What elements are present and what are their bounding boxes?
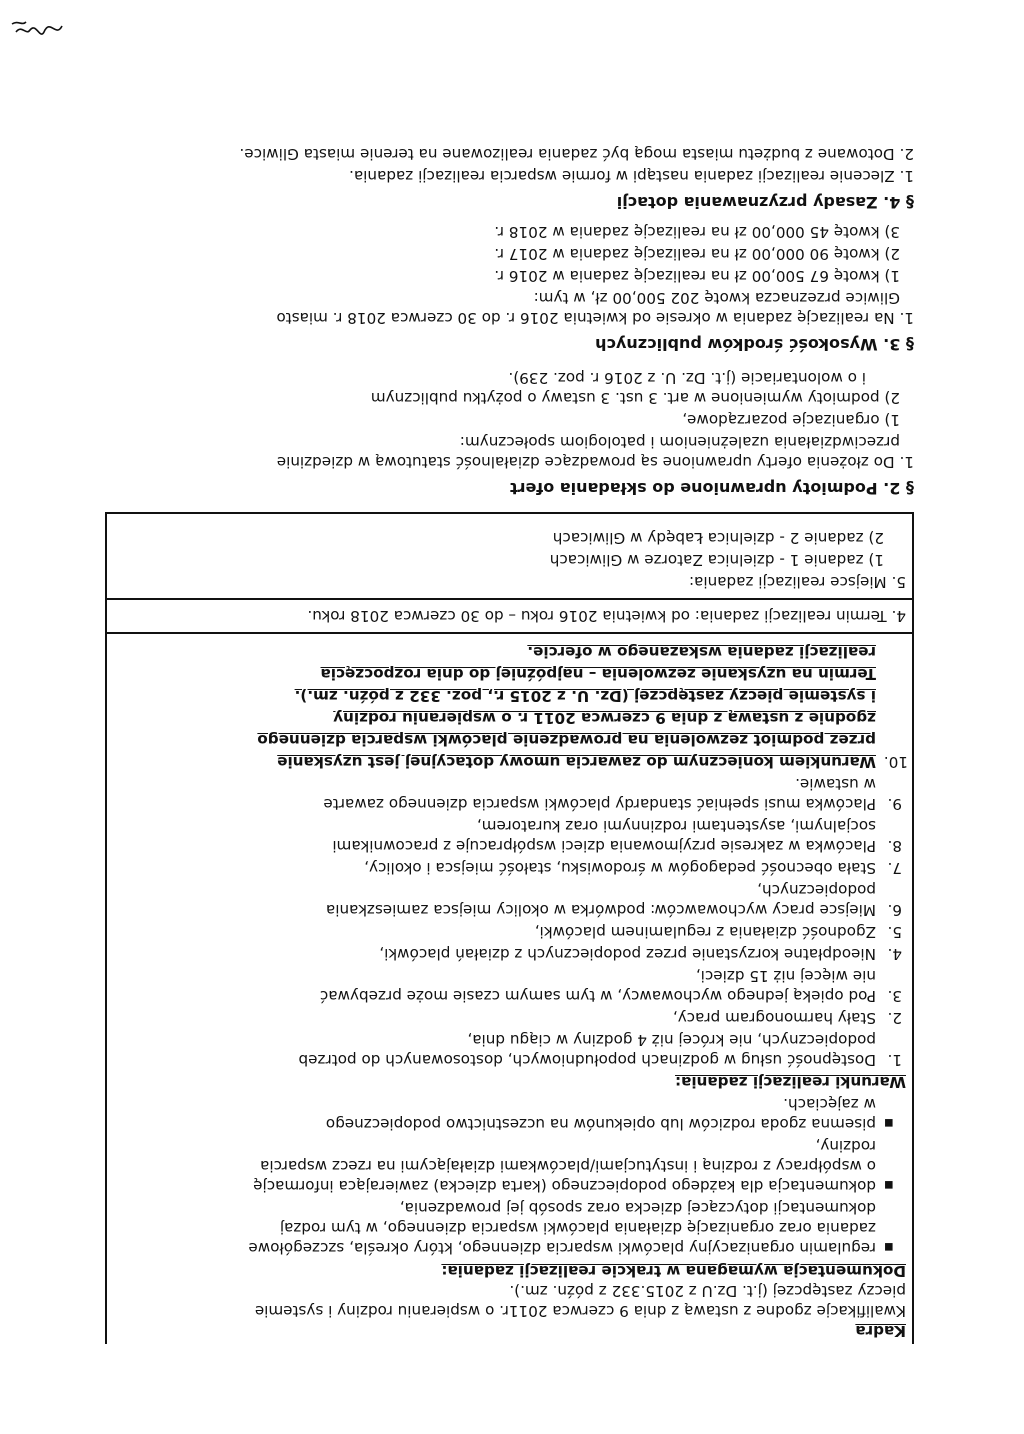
bullet-1-line-1: regulamin organizacyjny placówki wsparcia dziennego, który określa, szczegółowe	[248, 1239, 876, 1257]
item-10-line-6: realizacji zadania wskazanego w ofercie.	[527, 643, 876, 661]
item-3-line-1: Pod opieką jednego wychowawcy, w tym samym czasie może przebywać	[319, 987, 876, 1005]
par3-line-3: 1) kwotę 67 500,00 zł na realizację zadania w 2016 r.	[494, 267, 900, 285]
bullet-3-line-2: w zajęciach.	[783, 1095, 876, 1113]
par4-line-1: 1. Zlecenie realizacji zadania nastąpi w formie wsparcia realizacji zadania.	[349, 167, 914, 185]
termin-text: 4. Termin realizacji zadania: od kwietnia 2016 roku – do 30 czerwca 2018 roku.	[307, 607, 906, 625]
par3-line-1: 1. Na realizację zadania w okresie od kwietnia 2016 r. do 30 czerwca 2018 r. miasto	[276, 309, 914, 327]
kadra-heading: Kadra	[855, 1322, 906, 1340]
bullet-2-line-1: dokumentacja dla każdego podopiecznego (karta dziecka) zawierająca informację	[253, 1177, 876, 1195]
miejsce-item-2: 2) zadanie 2 - dzielnica Łabędy w Gliwicach	[552, 529, 884, 547]
par2-line-4: 2) podmioty wymienione w art. 3 ust. 3 ustawy o pożytku publicznym	[370, 389, 900, 407]
item-7-line-1: Stała obecność pedagogów w środowisku, stałość miejsca i okolicy,	[364, 859, 876, 877]
bullet-2-line-2: o współpracy z rodziną i instytucjami/placówkami działającymi na rzecz wsparcia	[260, 1157, 876, 1175]
item-1-line-2: podopiecznych, nie krócej niż 4 godziny w ciągu dnia,	[467, 1031, 876, 1049]
bullet-1-mark: ▪	[883, 1239, 894, 1257]
par2-line-1: 1. Do złożenia oferty uprawnione są prowadzące działalność statutową w dziedzinie	[276, 453, 914, 471]
miejsce-heading: 5. Miejsce realizacji zadania:	[688, 573, 906, 591]
item-9-line-1: Placówka musi spełniać standardy placówki wsparcia dziennego zawarte	[323, 795, 876, 813]
miejsce-item-1: 1) zadanie 1 - dzielnica Zatorze w Gliwicach	[549, 551, 884, 569]
item-8-line-1: Placówka w zakresie przyjmowania dzieci współpracuje z pracownikami	[332, 837, 876, 855]
kadra-line-1: Kwalifikacje zgodne z ustawą z dnia 9 czerwca 2011r. o wspieraniu rodziny i systemie	[254, 1302, 906, 1320]
item-3-line-2: nie więcej niż 15 dzieci,	[695, 967, 876, 985]
bullet-3-mark: ▪	[883, 1115, 894, 1133]
item-10-line-1: Warunkiem koniecznym do zawarcia umowy dotacyjnej jest uzyskanie	[277, 753, 876, 771]
par2-line-3: 1) organizacje pozarządowe,	[682, 411, 900, 429]
item-10-line-4: i systemie pieczy zastępczej (Dz. U. z 2015 r., poz. 332 z późn. zm.).	[294, 687, 876, 705]
handwritten-signature	[6, 14, 66, 44]
item-6-num: 6.	[887, 901, 902, 919]
bullet-2-line-3: rodziny,	[815, 1137, 876, 1155]
item-4-line-1: Nieodpłatne korzystanie przez podopiecznych z działań placówki,	[379, 945, 876, 963]
item-10-line-2: przez podmiot zezwolenia na prowadzenie placówki wsparcia dziennego	[257, 731, 876, 749]
item-9-num: 9.	[887, 795, 902, 813]
par2-line-5: i o wolontariacie (j.t. Dz. U. z 2016 r. poz. 239).	[508, 369, 866, 387]
item-10-line-5: Termin na uzyskanie zezwolenia – najpóźniej do dnia rozpoczęcia	[320, 665, 876, 683]
kadra-line-2: pieczy zastępczej (j.t. Dz.U z 2015.332 z późn. zm.).	[509, 1282, 906, 1300]
item-8-line-2: socjalnymi, asystentami rodzinnymi oraz kuratorem,	[476, 817, 876, 835]
item-5-num: 5.	[887, 923, 902, 941]
item-8-num: 8.	[887, 837, 902, 855]
item-5-line-1: Zgodność działania z regulaminem placówki,	[534, 923, 876, 941]
par4-line-2: 2. Dotowane z budżetu miasta mogą być zadania realizowane na terenie miasta Gliwice.	[239, 145, 914, 163]
bullet-2-mark: ▪	[883, 1177, 894, 1195]
item-6-line-2: podopiecznych,	[757, 881, 876, 899]
item-9-line-2: w ustawie.	[795, 775, 876, 793]
bullet-1-line-2: zadania oraz organizację działania placówki wsparcia dziennego, w tym rodzaj	[279, 1219, 876, 1237]
item-6-line-1: Miejsce pracy wychowawców: podwórka w okolicy miejsca zamieszkania	[325, 901, 876, 919]
par3-heading: § 3. Wysokość środków publicznych	[595, 335, 914, 354]
bullet-3-line-1: pisemna zgoda rodziców lub opiekunów na uczestnictwo podopiecznego	[325, 1115, 876, 1133]
warunki-heading: Warunki realizacji zadania:	[675, 1073, 906, 1091]
item-10-line-3: zgodnie z ustawą z dnia 9 czerwca 2011 r. o wspieraniu rodziny	[333, 709, 876, 727]
dokumentacja-heading: Dokumentacja wymagana w trakcie realizacji zadania:	[441, 1262, 906, 1280]
par3-line-2: Gliwice przeznacza kwotę 202 500,00 zł, w tym:	[533, 289, 900, 307]
item-1-line-1: Dostępność usług w godzinach popołudniowych, dostosowanych do potrzeb	[298, 1051, 876, 1069]
item-2-num: 2.	[887, 1009, 902, 1027]
item-7-num: 7.	[887, 859, 902, 877]
item-1-num: 1.	[887, 1051, 902, 1069]
item-2-line-1: Stały harmonogram pracy,	[672, 1009, 876, 1027]
bullet-1-line-3: dokumentacji dotyczącej dziecka oraz sposób jej prowadzenia,	[399, 1199, 876, 1217]
par2-heading: § 2. Podmioty uprawnione do składania ofert	[509, 479, 914, 498]
par4-heading: § 4. Zasady przyznawania dotacji	[616, 193, 914, 212]
item-4-num: 4.	[887, 945, 902, 963]
item-3-num: 3.	[887, 987, 902, 1005]
par3-line-5: 3) kwotę 45 000,00 zł na realizację zadania w 2018 r.	[494, 223, 900, 241]
par2-line-2: przeciwdziałania uzależnieniom i patologiom społecznym:	[459, 433, 900, 451]
item-10-num: 10.	[883, 753, 908, 771]
par3-line-4: 2) kwotę 90 000,00 zł na realizację zadania w 2017 r.	[494, 245, 900, 263]
